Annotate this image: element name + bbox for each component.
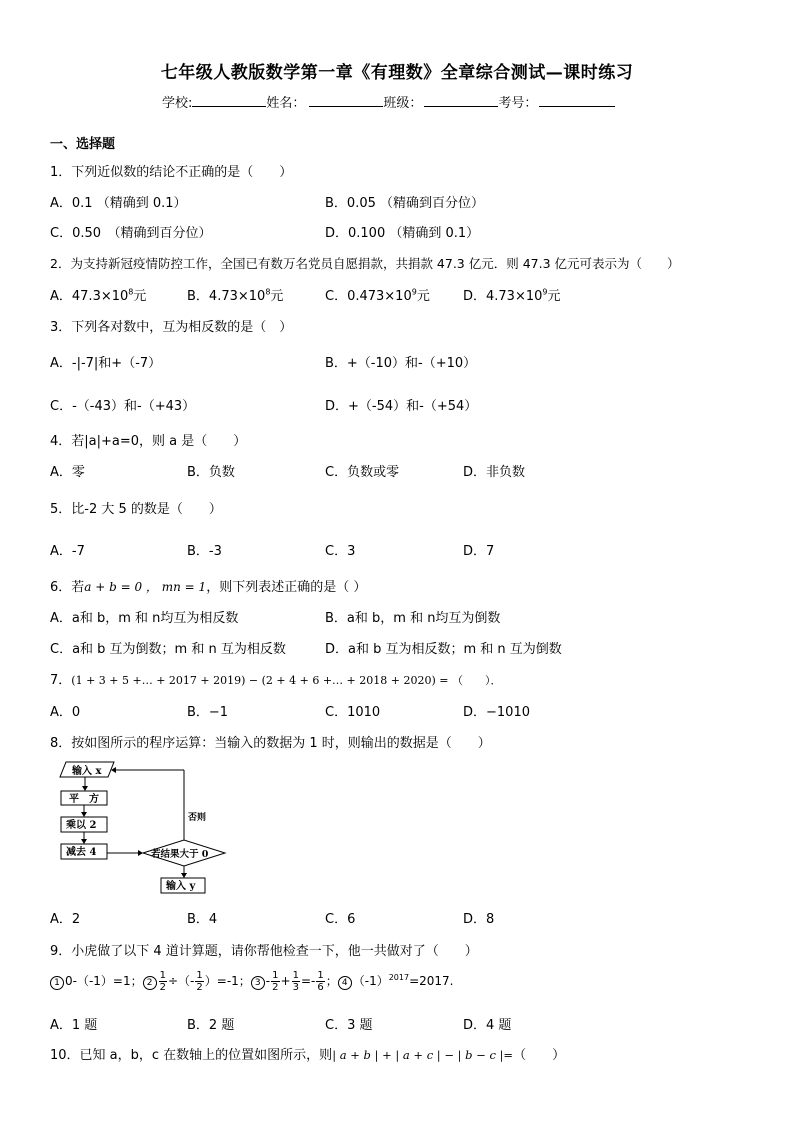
q3-option-c: C．-（-43）和-（+43） xyxy=(50,399,196,414)
q9-calculations: 1 0-（-1）=1； 2 $\frac{1}{2}$ ÷（- $\frac{1}{2}$ ）=-1； 3 - $\frac{1}{2}$ + $\frac{1}{3}$ =- $\frac{1}{6}$ ； 4 $(-1)^{2017}=2017$. xyxy=(50,970,453,993)
q1-option-d: D．0.100 （精确到 0.1） xyxy=(325,226,480,241)
flow-step-subtract-label: 减去 4 xyxy=(66,847,97,858)
q7-stem: 7．(1 + 3 + 5 +… + 2017 + 2019) − (2 + 4 + 6 +… + 2018 + 2020) = （ ）． xyxy=(50,673,502,688)
flow-input-label: 输入 x xyxy=(72,766,102,777)
q5-option-d: D．7 xyxy=(463,544,495,559)
circled-2: 2 xyxy=(143,976,157,990)
q9-stem: 9．小虎做了以下 4 道计算题，请你帮他检查一下，他一共做对了（ ） xyxy=(50,944,478,959)
page-title: 七年级人教版数学第一章《有理数》全章综合测试—课时练习 xyxy=(160,63,634,83)
q3-option-d: D．+（-54）和-（+54） xyxy=(325,399,478,414)
q6-option-d: D．a和 b 互为相反数；m 和 n 互为倒数 xyxy=(325,642,562,657)
flow-step-square-label: 平 方 xyxy=(69,794,99,805)
flow-output-label: 输入 y xyxy=(166,881,196,892)
q4-option-b: B．负数 xyxy=(187,465,235,480)
q8-option-d: D．8 xyxy=(463,912,495,927)
q8-option-c: C．6 xyxy=(325,912,356,927)
class-blank[interactable] xyxy=(424,93,498,107)
q2-stem: 2．为支持新冠疫情防控工作，全国已有数万名党员自愿捐款，共捐款 47.3 亿元．则 47.3 亿元可表示为（ ） xyxy=(50,256,680,271)
circled-1: 1 xyxy=(50,976,64,990)
circled-3: 3 xyxy=(251,976,265,990)
q6-option-b: B．a和 b，m 和 n均互为倒数 xyxy=(325,611,501,626)
q10-stem: 10．已知 a，b，c 在数轴上的位置如图所示，则| a + b | + | a + c | − | b − c |=（ ） xyxy=(50,1048,566,1063)
school-blank[interactable] xyxy=(192,93,266,107)
q5-option-a: A．-7 xyxy=(50,544,85,559)
school-label: 学校: xyxy=(162,96,193,111)
flow-decision-label: 若结果大于 0 xyxy=(151,849,209,860)
q3-option-a: A．-|-7|和+（-7） xyxy=(50,356,162,371)
q4-option-c: C．负数或零 xyxy=(325,465,400,480)
q6-option-a: A．a和 b，m 和 n均互为相反数 xyxy=(50,611,239,626)
student-info-line xyxy=(162,92,615,111)
exam-no-blank[interactable] xyxy=(539,93,615,107)
q4-option-d: D．非负数 xyxy=(463,465,526,480)
q3-option-b: B．+（-10）和-（+10） xyxy=(325,356,477,371)
q2-option-c: C．$0.473\times 10^9$元 xyxy=(325,287,430,304)
q1-stem: 1．下列近似数的结论不正确的是（ ） xyxy=(50,165,293,180)
exam-no-label: 考号： xyxy=(498,96,538,111)
q7-option-d: D．−1010 xyxy=(463,705,530,720)
q1-option-c: C．0.50 （精确到百分位） xyxy=(50,226,212,241)
section-title: 一、选择题 xyxy=(50,137,116,152)
q4-option-a: A．零 xyxy=(50,465,85,480)
q2-option-b: B．$4.73\times 10^8$元 xyxy=(187,287,284,304)
q6-option-c: C．a和 b 互为倒数；m 和 n 互为相反数 xyxy=(50,642,286,657)
q5-stem: 5．比-2 大 5 的数是（ ） xyxy=(50,502,222,517)
q6-stem: 6．若a + b = 0 ， mn = 1，则下列表述正确的是（ ） xyxy=(50,580,367,595)
name-label: 姓名： xyxy=(266,96,306,111)
q9-option-b: B．2 题 xyxy=(187,1018,235,1033)
q7-option-b: B．−1 xyxy=(187,705,229,720)
q7-option-c: C．1010 xyxy=(325,705,381,720)
name-blank[interactable] xyxy=(309,93,383,107)
q8-option-b: B．4 xyxy=(187,912,218,927)
q9-option-c: C．3 题 xyxy=(325,1018,373,1033)
q2-option-a: A．$47.3\times 10^8$元 xyxy=(50,287,147,304)
q8-flowchart xyxy=(48,758,248,900)
q8-stem: 8．按如图所示的程序运算：当输入的数据为 1 时，则输出的数据是（ ） xyxy=(50,736,491,751)
q5-option-b: B．-3 xyxy=(187,544,222,559)
q5-option-c: C．3 xyxy=(325,544,356,559)
q8-option-a: A．2 xyxy=(50,912,81,927)
circled-4: 4 xyxy=(338,976,352,990)
q3-stem: 3．下列各对数中，互为相反数的是（ ） xyxy=(50,320,293,335)
q2-option-d: D．$4.73\times 10^9$元 xyxy=(463,287,561,304)
q7-option-a: A．0 xyxy=(50,705,81,720)
q9-option-d: D．4 题 xyxy=(463,1018,512,1033)
q9-option-a: A．1 题 xyxy=(50,1018,98,1033)
q1-option-a: A．0.1 （精确到 0.1） xyxy=(50,196,187,211)
flow-no-label: 否则 xyxy=(188,813,207,823)
q1-option-b: B．0.05 （精确到百分位） xyxy=(325,196,484,211)
q4-stem: 4．若|a|+a=0，则 a 是（ ） xyxy=(50,434,247,449)
flow-step-multiply-label: 乘以 2 xyxy=(66,820,97,831)
class-label: 班级： xyxy=(383,96,423,111)
